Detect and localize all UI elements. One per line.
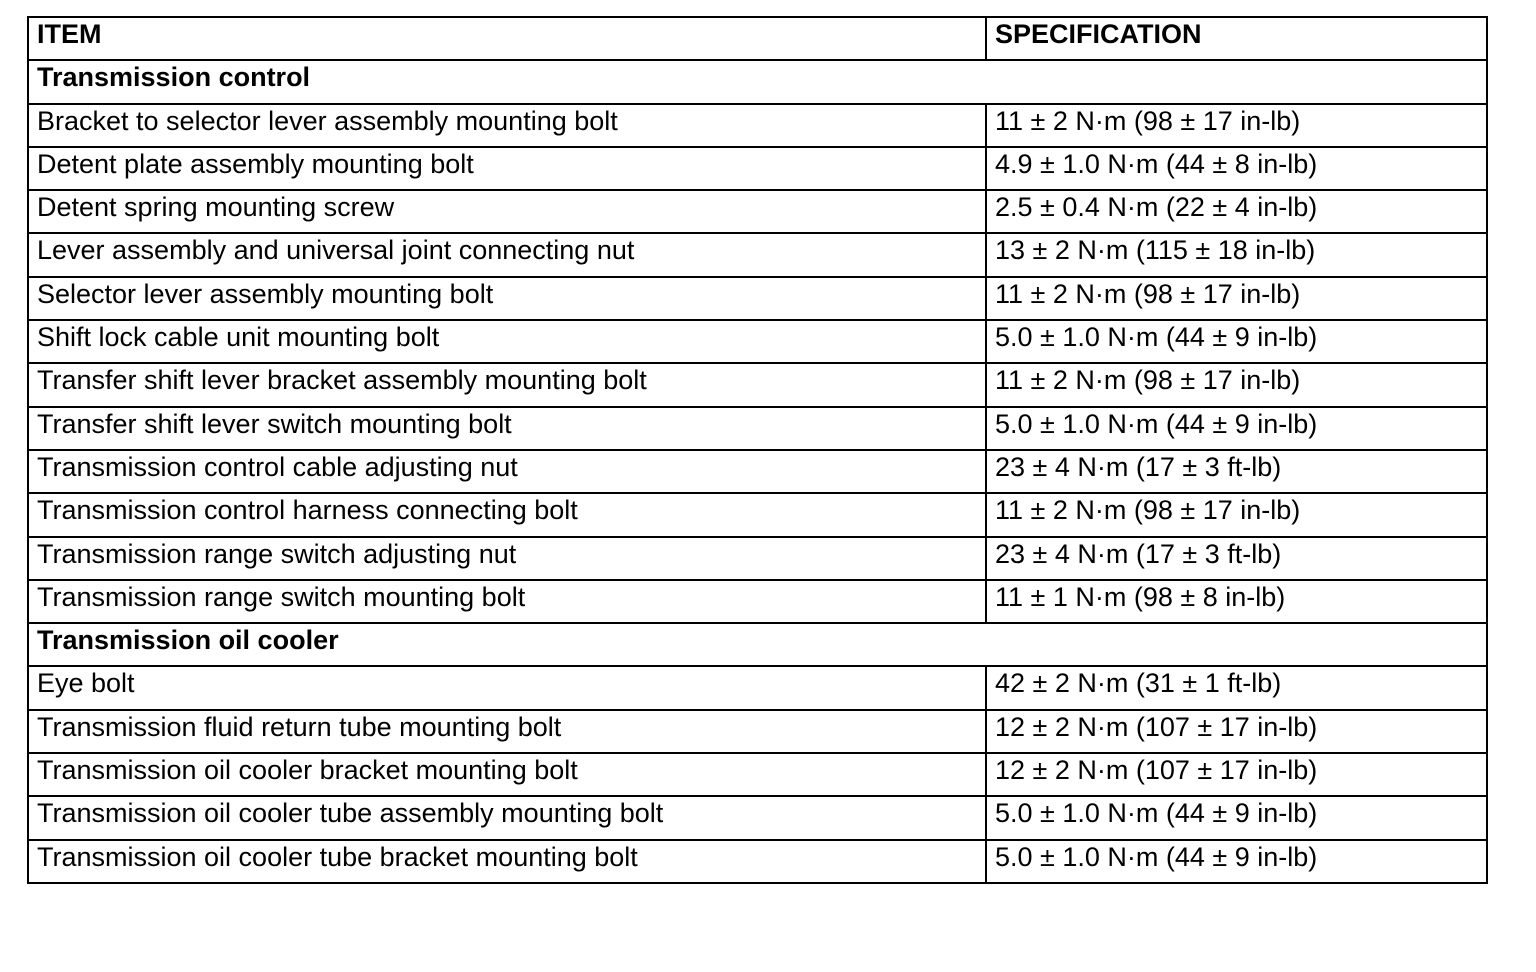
table-row <box>28 407 1487 450</box>
table-row <box>28 753 1487 796</box>
table-row <box>28 710 1487 753</box>
table-row <box>28 796 1487 839</box>
table-row <box>28 450 1487 493</box>
table-row <box>28 277 1487 320</box>
spec-cell: 5.0 ± 1.0 N·m (44 ± 9 in-lb) <box>986 796 1487 839</box>
spec-cell: 5.0 ± 1.0 N·m (44 ± 9 in-lb) <box>986 840 1487 883</box>
item-cell: Selector lever assembly mounting bolt <box>28 277 986 320</box>
torque-spec-table <box>27 16 1488 884</box>
spec-cell: 11 ± 2 N·m (98 ± 17 in-lb) <box>986 493 1487 536</box>
item-cell: Detent spring mounting screw <box>28 190 986 233</box>
item-cell: Shift lock cable unit mounting bolt <box>28 320 986 363</box>
spec-cell: 11 ± 1 N·m (98 ± 8 in-lb) <box>986 580 1487 623</box>
item-cell: Detent plate assembly mounting bolt <box>28 147 986 190</box>
item-cell: Bracket to selector lever assembly mounting bolt <box>28 104 986 147</box>
spec-cell: 13 ± 2 N·m (115 ± 18 in-lb) <box>986 233 1487 276</box>
section-row <box>28 623 1487 666</box>
table-row <box>28 147 1487 190</box>
spec-cell: 11 ± 2 N·m (98 ± 17 in-lb) <box>986 363 1487 406</box>
table-row <box>28 104 1487 147</box>
spec-cell: 12 ± 2 N·m (107 ± 17 in-lb) <box>986 753 1487 796</box>
section-title: Transmission oil cooler <box>28 623 1487 666</box>
spec-table-body <box>28 17 1487 883</box>
item-cell: Transmission oil cooler tube bracket mounting bolt <box>28 840 986 883</box>
table-header-row <box>28 17 1487 60</box>
spec-cell: 4.9 ± 1.0 N·m (44 ± 8 in-lb) <box>986 147 1487 190</box>
table-row <box>28 580 1487 623</box>
table-row <box>28 666 1487 709</box>
spec-cell: 42 ± 2 N·m (31 ± 1 ft-lb) <box>986 666 1487 709</box>
spec-cell: 12 ± 2 N·m (107 ± 17 in-lb) <box>986 710 1487 753</box>
item-cell: Eye bolt <box>28 666 986 709</box>
spec-cell: 2.5 ± 0.4 N·m (22 ± 4 in-lb) <box>986 190 1487 233</box>
item-cell: Transfer shift lever bracket assembly mounting bolt <box>28 363 986 406</box>
spec-cell: 23 ± 4 N·m (17 ± 3 ft-lb) <box>986 450 1487 493</box>
item-cell: Transmission control harness connecting bolt <box>28 493 986 536</box>
item-cell: Transmission control cable adjusting nut <box>28 450 986 493</box>
item-cell: Transmission range switch adjusting nut <box>28 537 986 580</box>
spec-cell: 5.0 ± 1.0 N·m (44 ± 9 in-lb) <box>986 407 1487 450</box>
item-cell: Transmission oil cooler bracket mounting bolt <box>28 753 986 796</box>
item-cell: Transmission fluid return tube mounting bolt <box>28 710 986 753</box>
item-cell: Lever assembly and universal joint connecting nut <box>28 233 986 276</box>
item-cell: Transfer shift lever switch mounting bolt <box>28 407 986 450</box>
spec-cell: 5.0 ± 1.0 N·m (44 ± 9 in-lb) <box>986 320 1487 363</box>
section-row <box>28 60 1487 103</box>
header-specification: SPECIFICATION <box>986 17 1487 60</box>
item-cell: Transmission oil cooler tube assembly mounting bolt <box>28 796 986 839</box>
table-row <box>28 537 1487 580</box>
table-row <box>28 233 1487 276</box>
table-row <box>28 840 1487 883</box>
table-row <box>28 190 1487 233</box>
section-title: Transmission control <box>28 60 1487 103</box>
table-row <box>28 493 1487 536</box>
spec-cell: 11 ± 2 N·m (98 ± 17 in-lb) <box>986 277 1487 320</box>
spec-cell: 11 ± 2 N·m (98 ± 17 in-lb) <box>986 104 1487 147</box>
table-row <box>28 363 1487 406</box>
header-item: ITEM <box>28 17 986 60</box>
item-cell: Transmission range switch mounting bolt <box>28 580 986 623</box>
table-row <box>28 320 1487 363</box>
spec-cell: 23 ± 4 N·m (17 ± 3 ft-lb) <box>986 537 1487 580</box>
